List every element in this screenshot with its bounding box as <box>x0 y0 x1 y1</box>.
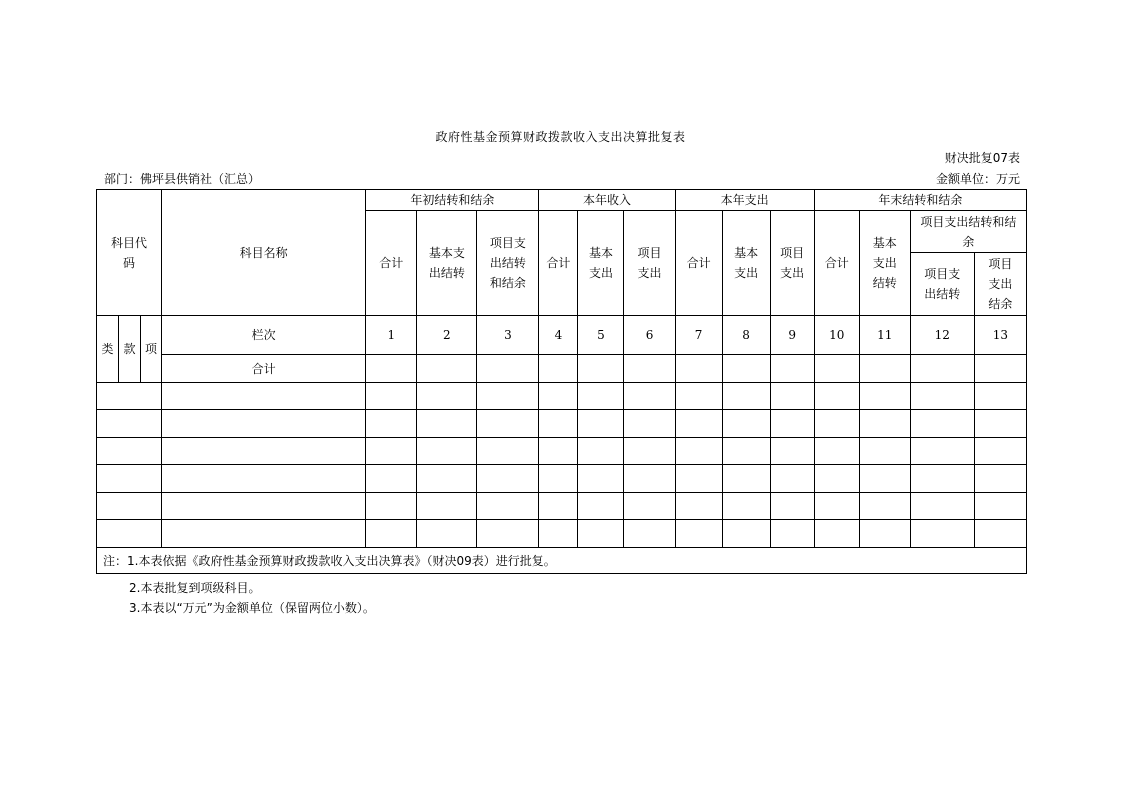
table-cell <box>477 465 539 493</box>
table-cell <box>578 355 624 383</box>
table-cell <box>624 520 675 548</box>
table-cell <box>539 520 578 548</box>
income-basic-header: 基本支出 <box>578 211 624 316</box>
table-cell <box>675 383 722 410</box>
table-cell <box>814 383 859 410</box>
table-cell <box>97 383 162 410</box>
table-cell <box>814 410 859 438</box>
column-index-label: 栏次 <box>162 316 366 355</box>
expense-total-header: 合计 <box>675 211 722 316</box>
table-cell <box>974 383 1026 410</box>
table-cell <box>539 410 578 438</box>
table-cell <box>910 493 974 520</box>
table-cell <box>814 438 859 465</box>
department-label: 部门：佛坪县供销社（汇总） <box>104 172 261 186</box>
table-cell <box>162 493 366 520</box>
table-cell <box>477 410 539 438</box>
column-number: 11 <box>859 316 910 355</box>
table-cell <box>859 438 910 465</box>
category-kuan-header: 款 <box>119 316 141 383</box>
table-cell <box>97 410 162 438</box>
table-cell <box>417 520 477 548</box>
end-basic-carry-header: 基本支出结转 <box>859 211 910 316</box>
table-cell <box>910 355 974 383</box>
table-cell <box>97 438 162 465</box>
category-lei-header: 类 <box>97 316 119 383</box>
table-cell <box>477 520 539 548</box>
expense-basic-header: 基本支出 <box>722 211 770 316</box>
table-cell <box>770 465 814 493</box>
footnotes <box>129 578 375 618</box>
table-cell <box>814 465 859 493</box>
table-row <box>97 465 1027 493</box>
table-cell <box>859 520 910 548</box>
expense-project-header: 项目支出 <box>770 211 814 316</box>
table-cell <box>675 493 722 520</box>
table-cell <box>366 383 417 410</box>
table-cell <box>624 410 675 438</box>
table-cell <box>578 410 624 438</box>
table-cell <box>910 383 974 410</box>
table-cell <box>814 355 859 383</box>
table-cell <box>859 493 910 520</box>
table-cell <box>675 438 722 465</box>
table-cell <box>417 355 477 383</box>
column-number: 8 <box>722 316 770 355</box>
page-title: 政府性基金预算财政拨款收入支出决算批复表 <box>435 130 686 144</box>
table-cell <box>770 355 814 383</box>
table-cell <box>910 410 974 438</box>
table-cell <box>539 438 578 465</box>
table-cell <box>974 355 1026 383</box>
table-cell <box>162 410 366 438</box>
table-cell <box>859 410 910 438</box>
table-note: 注：1.本表依据《政府性基金预算财政拨款收入支出决算表》（财决09表）进行批复。 <box>97 548 1027 574</box>
table-cell <box>162 465 366 493</box>
table-cell <box>910 520 974 548</box>
table-cell <box>814 520 859 548</box>
amount-unit-label: 金额单位：万元 <box>935 172 1020 186</box>
table-cell <box>722 410 770 438</box>
table-cell <box>974 493 1026 520</box>
table-cell <box>624 355 675 383</box>
table-row <box>97 383 1027 410</box>
start-total-header: 合计 <box>366 211 417 316</box>
table-cell <box>770 438 814 465</box>
table-cell <box>539 383 578 410</box>
table-cell <box>770 493 814 520</box>
income-project-header: 项目支出 <box>624 211 675 316</box>
table-cell <box>97 465 162 493</box>
table-cell <box>366 355 417 383</box>
subject-code-header: 科目代码 <box>97 190 162 316</box>
table-cell <box>477 383 539 410</box>
form-code: 财决批复07表 <box>944 151 1020 165</box>
table-cell <box>859 465 910 493</box>
approval-table <box>96 189 1027 574</box>
end-project-group-header: 项目支出结转和结余 <box>910 211 1026 253</box>
total-row-label: 合计 <box>162 355 366 383</box>
table-cell <box>974 438 1026 465</box>
table-cell <box>578 438 624 465</box>
table-cell <box>722 438 770 465</box>
table-cell <box>974 465 1026 493</box>
table-cell <box>910 438 974 465</box>
table-cell <box>539 355 578 383</box>
table-cell <box>859 355 910 383</box>
start-balance-group-header: 年初结转和结余 <box>366 190 539 211</box>
table-cell <box>417 383 477 410</box>
column-number: 13 <box>974 316 1026 355</box>
table-cell <box>624 493 675 520</box>
column-number: 3 <box>477 316 539 355</box>
table-cell <box>578 520 624 548</box>
table-cell <box>722 355 770 383</box>
column-number: 7 <box>675 316 722 355</box>
table-cell <box>770 410 814 438</box>
column-number: 9 <box>770 316 814 355</box>
table-cell <box>722 493 770 520</box>
column-number: 5 <box>578 316 624 355</box>
table-cell <box>675 410 722 438</box>
footnote-2: 2.本表批复到项级科目。 <box>129 581 261 595</box>
table-cell <box>477 493 539 520</box>
table-cell <box>97 520 162 548</box>
table-cell <box>675 520 722 548</box>
start-project-carry-header: 项目支出结转和结余 <box>477 211 539 316</box>
table-cell <box>417 438 477 465</box>
end-project-carry-header: 项目支出结转 <box>910 253 974 316</box>
table-cell <box>477 355 539 383</box>
table-row <box>97 410 1027 438</box>
table-cell <box>162 438 366 465</box>
table-cell <box>366 465 417 493</box>
table-cell <box>539 465 578 493</box>
table-row <box>97 438 1027 465</box>
table-cell <box>417 493 477 520</box>
table-cell <box>366 520 417 548</box>
table-cell <box>722 465 770 493</box>
table-cell <box>859 383 910 410</box>
table-cell <box>417 410 477 438</box>
footnote-3: 3.本表以“万元”为金额单位（保留两位小数）。 <box>129 601 375 615</box>
table-cell <box>97 493 162 520</box>
table-cell <box>578 493 624 520</box>
table-cell <box>722 383 770 410</box>
end-total-header: 合计 <box>814 211 859 316</box>
table-cell <box>539 493 578 520</box>
table-cell <box>974 410 1026 438</box>
table-cell <box>366 493 417 520</box>
table-row <box>97 493 1027 520</box>
column-number: 12 <box>910 316 974 355</box>
subject-name-header: 科目名称 <box>162 190 366 316</box>
table-cell <box>162 520 366 548</box>
table-cell <box>675 465 722 493</box>
table-cell <box>366 438 417 465</box>
table-cell <box>974 520 1026 548</box>
table-cell <box>814 493 859 520</box>
table-cell <box>624 465 675 493</box>
table-row <box>97 520 1027 548</box>
table-cell <box>624 383 675 410</box>
end-balance-group-header: 年末结转和结余 <box>814 190 1026 211</box>
table-cell <box>722 520 770 548</box>
column-number: 1 <box>366 316 417 355</box>
table-cell <box>910 465 974 493</box>
table-cell <box>578 383 624 410</box>
table-cell <box>675 355 722 383</box>
expense-group-header: 本年支出 <box>675 190 814 211</box>
column-number: 10 <box>814 316 859 355</box>
table-cell <box>578 465 624 493</box>
table-cell <box>624 438 675 465</box>
income-group-header: 本年收入 <box>539 190 675 211</box>
table-cell <box>417 465 477 493</box>
column-number: 2 <box>417 316 477 355</box>
income-total-header: 合计 <box>539 211 578 316</box>
category-xiang-header: 项 <box>141 316 162 383</box>
table-cell <box>162 383 366 410</box>
column-number: 6 <box>624 316 675 355</box>
table-cell <box>770 520 814 548</box>
table-cell <box>366 410 417 438</box>
table-cell <box>477 438 539 465</box>
column-number: 4 <box>539 316 578 355</box>
table-cell <box>770 383 814 410</box>
end-project-balance-header: 项目支出结余 <box>974 253 1026 316</box>
start-basic-carry-header: 基本支出结转 <box>417 211 477 316</box>
